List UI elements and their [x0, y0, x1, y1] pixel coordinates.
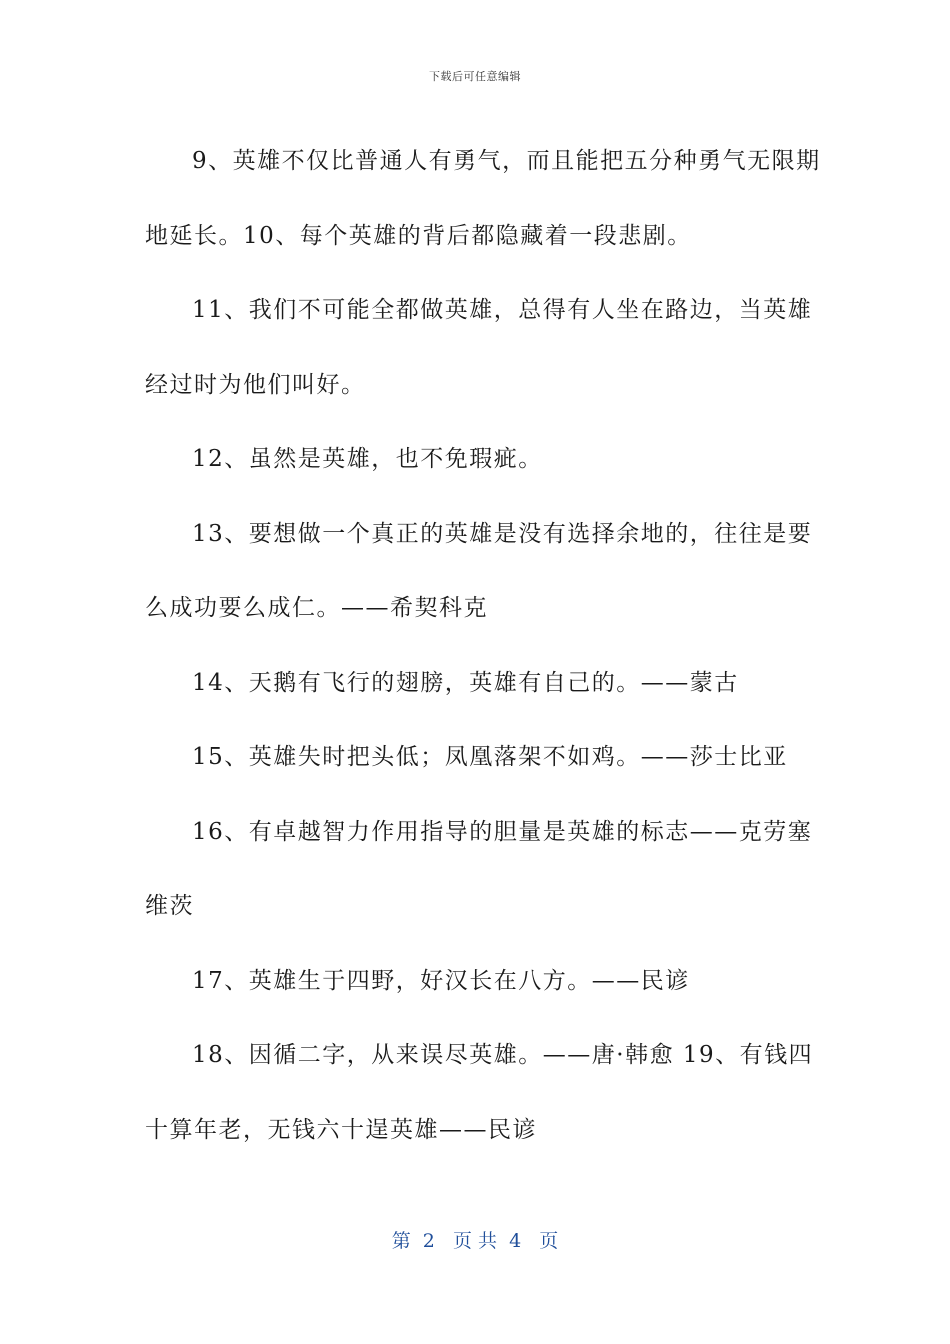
paragraph-line: 12、虽然是英雄，也不免瑕疵。 [192, 446, 543, 472]
paragraph-line: 13、要想做一个真正的英雄是没有选择余地的，往往是要 [192, 520, 813, 547]
document-body [145, 124, 821, 1167]
paragraph-line: 十算年老，无钱六十逞英雄——民谚 [145, 1116, 537, 1143]
page-header-note: 下载后可任意编辑 [429, 70, 521, 83]
paragraph-line: 维茨 [145, 893, 194, 919]
paragraph-line: 11、我们不可能全都做英雄，总得有人坐在路边，当英雄 [192, 297, 813, 323]
page-number-footer: 第 2 页 共 4 页 [391, 1230, 559, 1252]
paragraph-line: 9、英雄不仅比普通人有勇气，而且能把五分种勇气无限期 [192, 148, 821, 174]
paragraph-line: 地延长。10、每个英雄的背后都隐藏着一段悲剧。 [145, 222, 692, 249]
paragraph-line: 经过时为他们叫好。 [145, 371, 366, 398]
paragraph-line: 14、天鹅有飞行的翅膀，英雄有自己的。——蒙古 [192, 669, 739, 696]
paragraph-line: 17、英雄生于四野，好汉长在八方。——民谚 [192, 967, 690, 994]
paragraph-line: 18、因循二字，从来误尽英雄。——唐·韩愈 19、有钱四 [192, 1042, 814, 1068]
paragraph-line: 么成功要么成仁。——希契科克 [145, 595, 488, 621]
paragraph-line: 16、有卓越智力作用指导的胆量是英雄的标志——克劳塞 [192, 818, 813, 845]
paragraph-line: 15、英雄失时把头低；凤凰落架不如鸡。——莎士比亚 [192, 744, 788, 770]
